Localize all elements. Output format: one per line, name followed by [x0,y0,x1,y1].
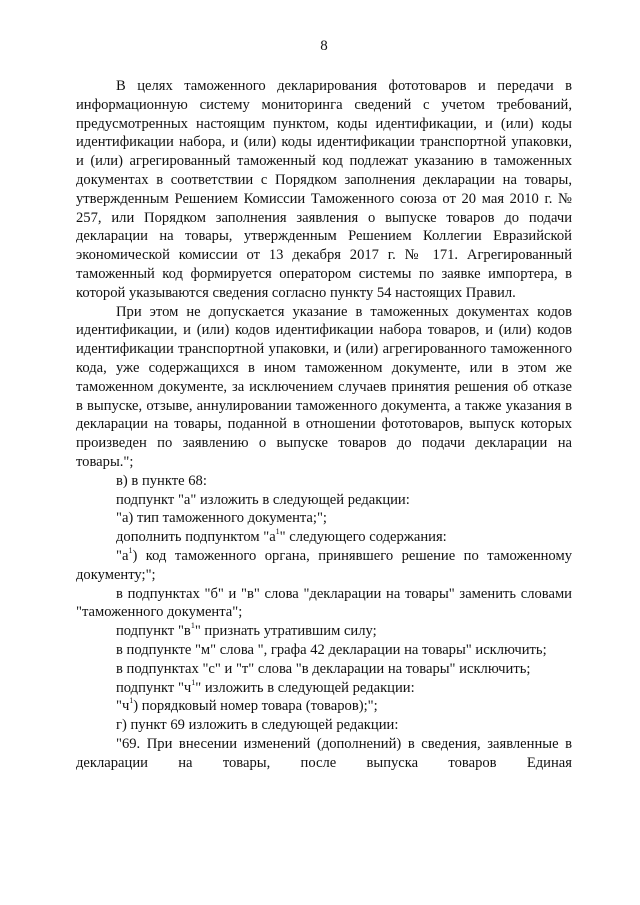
text-segment: ) код таможенного органа, принявшего решение по таможенному документу;"; [76,547,572,583]
paragraph-customs-declaration: В целях таможенного декларирования фототоваров и передачи в информационную систему мониторинга сведений с учетом требований, предусмотренных настоящим пунктом, коды идентификации, и (или) коды идентификации набора, и (или) коды идентификации транспортной упаковки, и (или) агрегированный таможенный код подлежат указанию в таможенных документах в соответствии с Порядком заполнения декларации на товары, утвержденным Решением Комиссии Таможенного союза от 20 мая 2010 г. № 257, или Порядком заполнения заявления о выпуске товаров до подачи декларации на товары, утвержденным Решением Коллегии Евразийской экономической комиссии от 13 декабря 2017 г. № 171. Агрегированный таможенный код формируется оператором системы по заявке импортера, в которой указываются сведения согласно пункту 54 настоящих Правил. [76,78,572,301]
paragraph-restrictions: При этом не допускается указание в таможенных документах кодов идентификации, и (или) кодов идентификации набора товаров, и (или) кодов идентификации транспортной упаковки, и (или) агрегированного таможенного кода, уже содержащихся в ином таможенном документе, или в этом же таможенном документе, за исключением случаев принятия решения об отказе в выпуске, отзыве, аннулировании таможенного документа, а также указания в декларации на товары, поданной в отношении фототоваров, выпуск которых произведен по заявлению о выпуске товаров до подачи декларации на товары."; [76,303,572,470]
document-body [76,77,572,772]
item-point-69: г) пункт 69 изложить в следующей редакции: [116,717,399,734]
item-subpoint-v1-void [76,622,572,641]
item-subpoint-m: в подпункте "м" слова ", графа 42 декларации на товары" исключить; [116,641,547,658]
text-segment: подпункт "ч [116,679,192,696]
text-segment: " изложить в следующей редакции: [195,679,415,696]
superscript: 1 [128,546,133,556]
item-customs-authority-code [76,547,572,585]
text-segment: " следующего содержания: [279,529,447,546]
text-segment: дополнить подпунктом "а [116,529,276,546]
superscript: 1 [190,621,195,631]
superscript: 1 [275,527,280,537]
item-subpoint-ch1 [76,679,572,698]
text-segment: " признать утратившим силу; [194,623,377,640]
superscript: 1 [191,677,196,687]
item-point-68: в) в пункте 68: [116,472,207,489]
text-segment: ) порядковый номер товара (товаров);"; [133,698,378,715]
paragraph-point-69-text: "69. При внесении изменений (дополнений) в сведения, заявленные в декларации на товары, после выпуска товаров Единая [76,735,572,771]
page-number: 8 [320,38,328,54]
text-segment: подпункт "в [116,623,191,640]
item-subpoint-a: подпункт "а" изложить в следующей редакции: [116,491,410,508]
text-segment: "ч [116,698,130,715]
item-subpoints-b-v: в подпунктах "б" и "в" слова "декларации на товары" заменить словами "таможенного документа"; [76,585,572,621]
item-add-subpoint-a1 [76,528,572,547]
item-document-type: "а) тип таможенного документа;"; [116,510,327,527]
item-sequence-number [76,697,572,716]
text-segment: "а [116,547,129,564]
superscript: 1 [129,696,134,706]
item-subpoints-s-t: в подпунктах "с" и "т" слова "в декларации на товары" исключить; [116,660,531,677]
